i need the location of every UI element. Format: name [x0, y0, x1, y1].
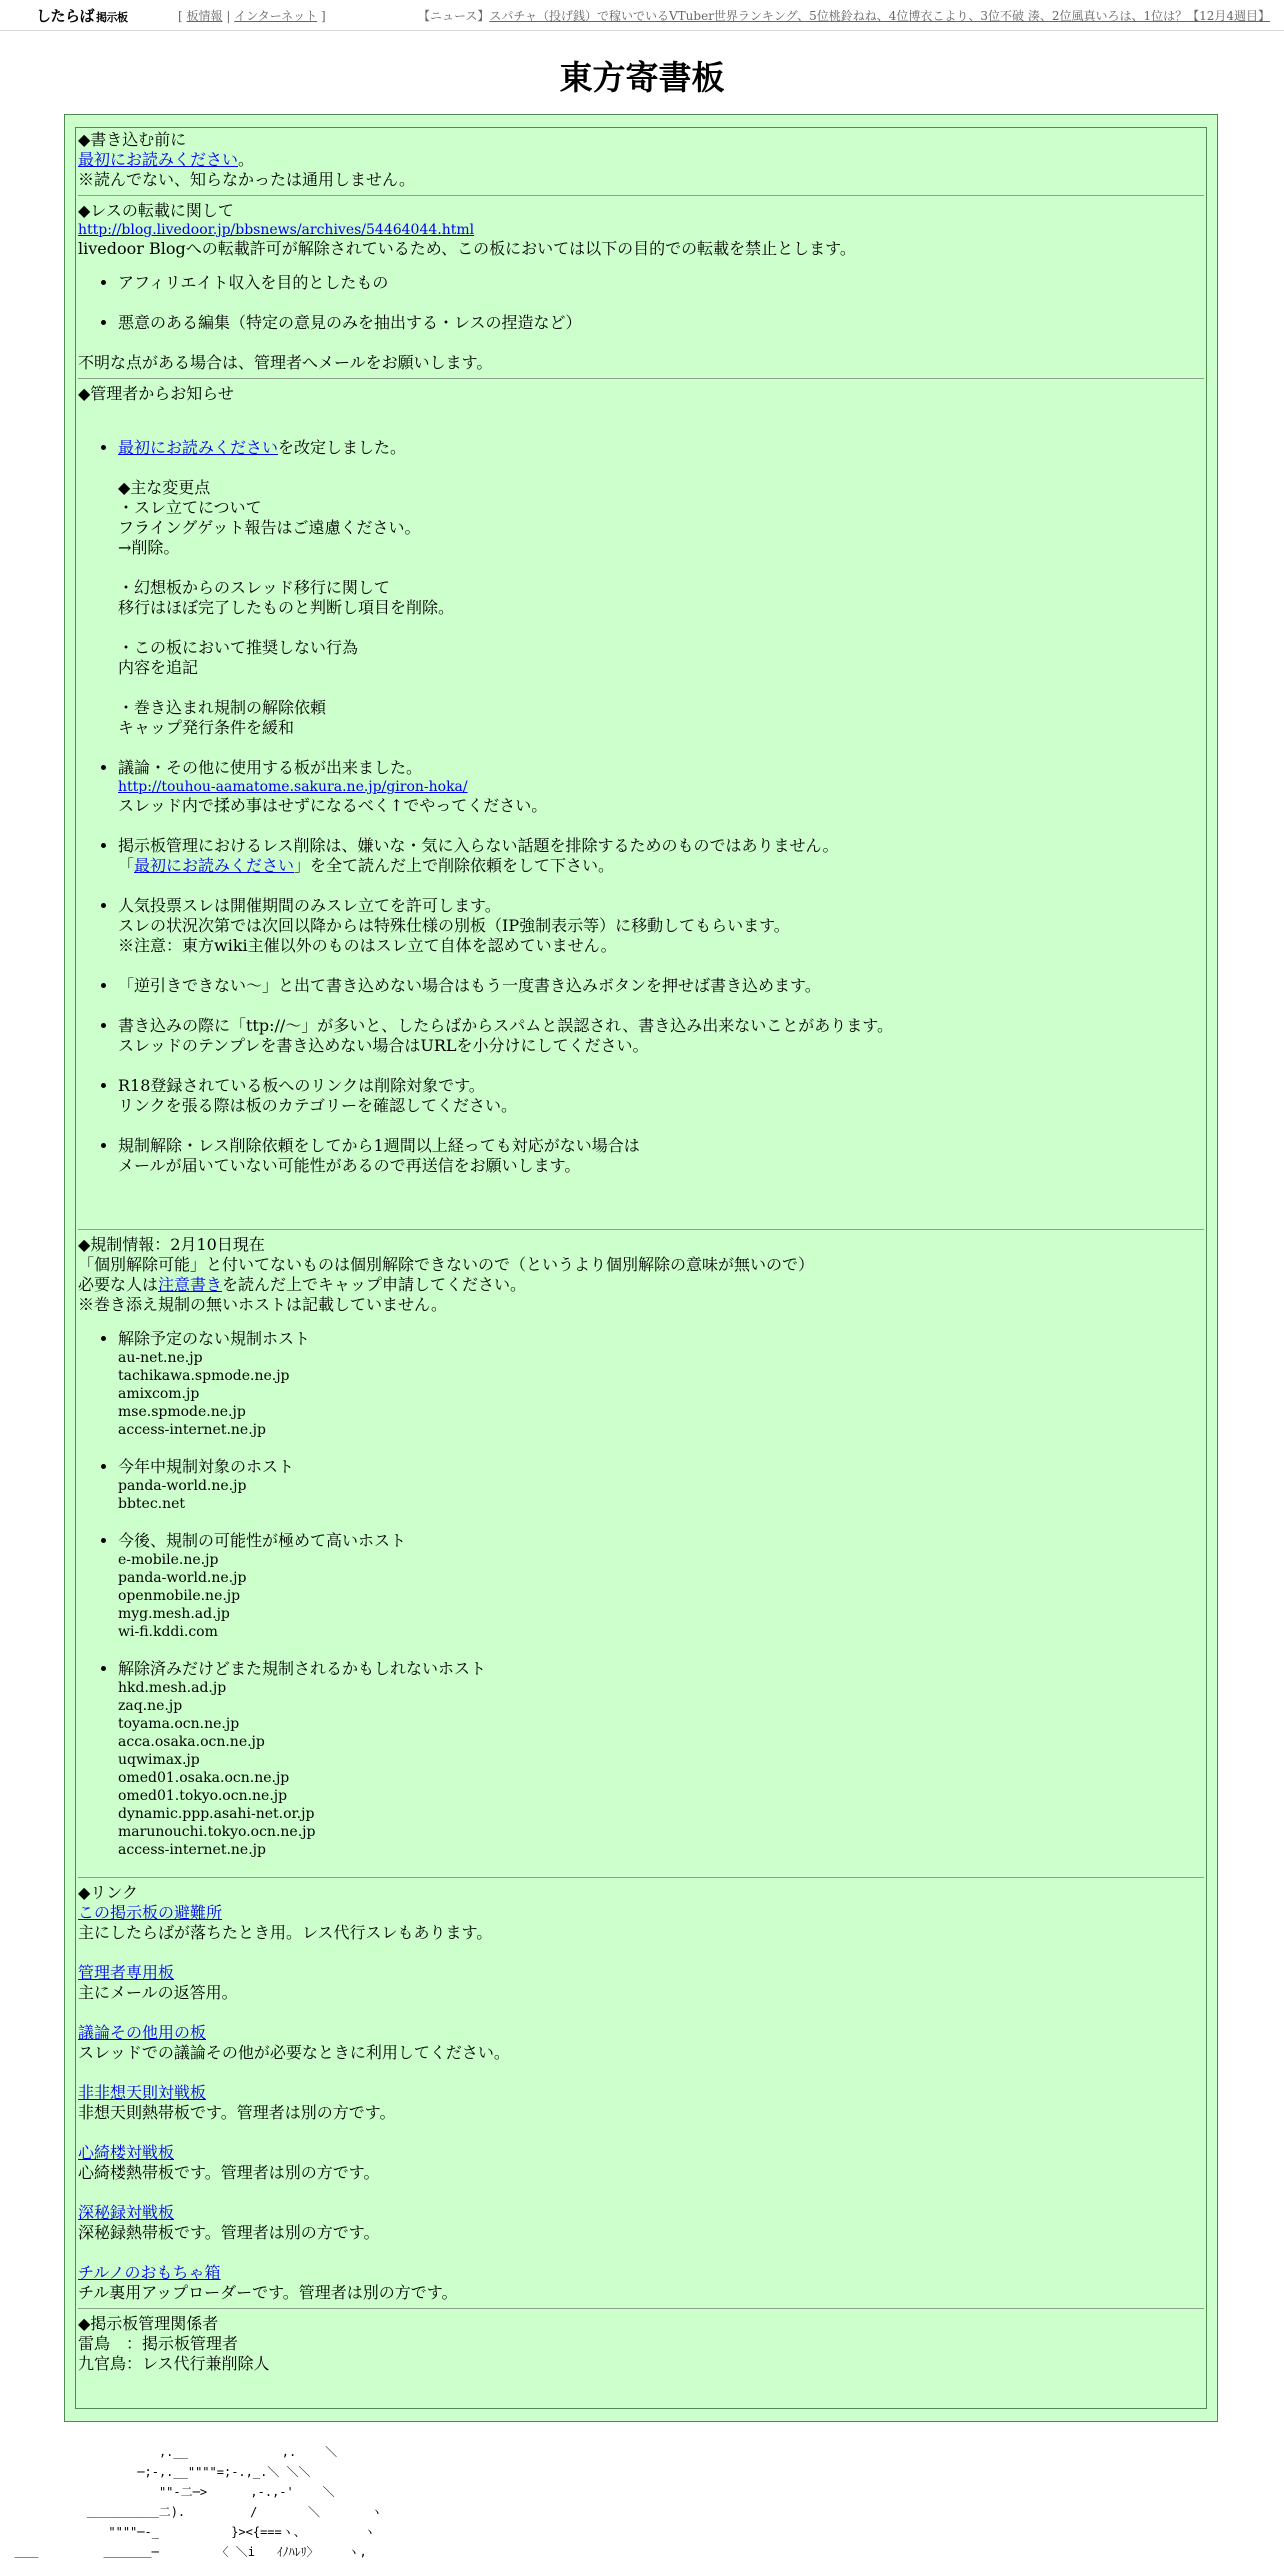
internet-category-link[interactable]: インターネット: [234, 9, 318, 23]
cirno-uploader-link[interactable]: チルノのおもちゃ箱: [78, 2263, 221, 2282]
host-entry: access-internet.ne.jp: [118, 1422, 266, 1438]
list-item: • 掲示板管理におけるレス削除は、嫌いな・気に入らない話題を排除するためのものではありません。 「最初にお読みください」を全て読んだ上で削除依頼をして下さい。: [118, 836, 1204, 876]
caution-notes-link[interactable]: 注意書き: [158, 1275, 223, 1294]
logo-main-text: したらば: [36, 7, 95, 25]
shelter-board-link[interactable]: この掲示板の避難所: [78, 1903, 223, 1922]
host-group: [118, 1457, 1204, 1513]
host-entry: wi-fi.kddi.com: [118, 1624, 218, 1640]
restricted-hosts-list: [78, 1329, 1204, 1859]
host-entry: uqwimax.jp: [118, 1752, 200, 1768]
list-item: • アフィリエイト収入を目的としたもの: [118, 273, 1204, 293]
divider: [78, 195, 1204, 196]
staff-admin: 雷鳥 ：掲示板管理者: [78, 2334, 239, 2353]
read-first-link[interactable]: 最初にお読みください: [118, 438, 279, 457]
divider: [78, 378, 1204, 379]
board-nav: [178, 7, 326, 24]
section-heading: ◆掲示板管理関係者: [78, 2314, 219, 2333]
host-entry: omed01.tokyo.ocn.ne.jp: [118, 1788, 288, 1804]
section-before-posting: [78, 130, 1204, 190]
host-entry: e-mobile.ne.jp: [118, 1552, 219, 1568]
list-item: • 規制解除・レス削除依頼をしてから1週間以上経っても対応がない場合は メールが届いていない可能性があるので再送信をお願いします。: [118, 1136, 1204, 1176]
news-prefix: 【ニュース】: [417, 9, 490, 23]
list-item: • R18登録されている板へのリンクは削除対象です。 リンクを張る際は板のカテゴリーを確認してください。: [118, 1076, 1204, 1116]
read-first-period: 。: [238, 150, 255, 169]
read-first-link[interactable]: 最初にお読みください: [78, 150, 239, 169]
shitaraba-logo[interactable]: [36, 5, 128, 26]
board-header-box: [64, 114, 1218, 2422]
staff-deleter: 九官鳥：レス代行兼削除人: [78, 2354, 270, 2373]
discussion-board-link[interactable]: 議論その他用の板: [78, 2023, 207, 2042]
board-info-link[interactable]: 板情報: [186, 9, 223, 23]
admin-board-link[interactable]: 管理者専用板: [78, 1963, 175, 1982]
host-entry: mse.spmode.ne.jp: [118, 1404, 246, 1420]
host-entry: tachikawa.spmode.ne.jp: [118, 1368, 290, 1384]
nav-separator: |: [226, 9, 231, 23]
host-group-title: • 今後、規制の可能性が極めて高いホスト: [118, 1531, 407, 1550]
host-group: [118, 1531, 1204, 1641]
section-heading: ◆レスの転載に関して: [78, 201, 234, 220]
host-entry: panda-world.ne.jp: [118, 1478, 247, 1494]
section-admin-notices: [78, 384, 1204, 1224]
section-board-staff: [78, 2314, 1204, 2374]
host-entry: bbtec.net: [118, 1496, 186, 1512]
section-repost-policy: [78, 201, 1204, 373]
discussion-board-link[interactable]: http://touhou-aamatome.sakura.ne.jp/giron-hoka/: [118, 779, 468, 795]
section-heading: ◆リンク: [78, 1883, 138, 1902]
list-item: • 悪意のある編集（特定の意見のみを抽出する・レスの捏造など）: [118, 313, 1204, 333]
section-heading: ◆規制情報：2月10日現在: [78, 1235, 265, 1254]
host-group-title: • 解除予定のない規制ホスト: [118, 1329, 311, 1348]
hisoutensoku-board-link[interactable]: 非非想天則対戦板: [78, 2083, 207, 2102]
list-item: • 最初にお読みくださいを改定しました。 ◆主な変更点 ・スレ立てについて フライングゲット報告はご遠慮ください。 →削除。 ・幻想板からのスレッド移行に関して 移行はほぼ完了したものと判断し項目を削除。 ・この板において推奨しない行為 内容を追記 ・巻き込まれ規制の解除依頼 キャップ発行条件を緩和: [118, 438, 1204, 738]
logo-sub-text: 掲示板: [96, 11, 128, 24]
list-item: • 「逆引きできない～」と出て書き込めない場合はもう一度書き込みボタンを押せば書き込めます。: [118, 976, 1204, 996]
host-entry: openmobile.ne.jp: [118, 1588, 241, 1604]
section-links: ◆リンク この掲示板の避難所 主にしたらばが落ちたとき用。レス代行スレもあります。 管理者専用板 主にメールの返答用。 議論その他用の板 スレッドでの議論その他が必要なときに利用してください。 非非想天則対戦板 非想天則熱帯板です。管理者は別の方です。 心綺楼対戦板 心綺楼熱帯板です。管理者は別の方です。 深秘録対戦板 深秘録熱帯板です。管理者は別の方です。 チルノのおもちゃ箱 チル裏用アップローダーです。管理者は別の方です。: [78, 1883, 1204, 2303]
shinkirou-board-link[interactable]: 心綺楼対戦板: [78, 2143, 175, 2162]
host-group-title: • 今年中規制対象のホスト: [118, 1457, 295, 1476]
host-group: [118, 1329, 1204, 1439]
list-item: • 書き込みの際に「ttp://～」が多いと、したらばからスパムと誤認され、書き込み出来ないことがあります。 スレッドのテンプレを書き込めない場合はURLを小分けにしてください。: [118, 1016, 1204, 1056]
host-entry: hkd.mesh.ad.jp: [118, 1680, 227, 1696]
host-entry: amixcom.jp: [118, 1386, 200, 1402]
repost-prohibited-list: [78, 273, 1204, 333]
host-entry: au-net.ne.jp: [118, 1350, 203, 1366]
board-title: 東方寄書板: [559, 58, 725, 97]
nav-bracket-open: [: [178, 9, 183, 23]
host-entry: access-internet.ne.jp: [118, 1842, 266, 1858]
host-entry: acca.osaka.ocn.ne.jp: [118, 1734, 265, 1750]
read-first-link[interactable]: 最初にお読みください: [134, 856, 295, 875]
section-restriction-info: ◆規制情報：2月10日現在 「個別解除可能」と付いてないものは個別解除できないので（というより個別解除の意味が無いので） 必要な人は注意書きを読んだ上でキャップ申請してください。 ※巻き添え規制の無いホストは記載していません。 • 解除予定のない規制ホスト au-net.ne.jp tachikawa.spmode.ne.jp amixcom.jp mse.spmode.ne.jp access-internet.ne.jp • 今年中規制対象のホスト panda-world.ne.jp bbtec.net • 今後、規制の可能性が極めて高いホスト e-mobile.ne.jp panda-world.ne.jp openmobile.ne.jp myg.mesh.ad.jp wi-fi.kddi.com • 解除済みだけどまた規制されるかもしれないホスト hkd.mesh.ad.jp zaq.ne.jp toyama.ocn.ne.jp acca.osaka.ocn.ne.jp uqwimax.jp omed01.osaka.ocn.ne.jp omed01.tokyo.ocn.ne.jp dynamic.ppp.asahi-net.or.jp marunouchi.tokyo.ocn.ne.jp access-internet.ne.jp: [78, 1235, 1204, 1859]
top-bar: [0, 0, 1284, 31]
livedoor-blog-link[interactable]: http://blog.livedoor.jp/bbsnews/archives/54464044.html: [78, 222, 475, 238]
repost-policy-text: livedoor Blogへの転載許可が解除されているため、この板においては以下の目的での転載を禁止とします。: [78, 239, 856, 258]
admin-notice-list: [78, 438, 1204, 1176]
host-entry: omed01.osaka.ocn.ne.jp: [118, 1770, 290, 1786]
host-group: [118, 1659, 1204, 1859]
host-entry: dynamic.ppp.asahi-net.or.jp: [118, 1806, 315, 1822]
host-entry: myg.mesh.ad.jp: [118, 1606, 230, 1622]
shinpiroku-board-link[interactable]: 深秘録対戦板: [78, 2203, 175, 2222]
divider: [78, 1877, 1204, 1878]
host-entry: zaq.ne.jp: [118, 1698, 183, 1714]
host-entry: panda-world.ne.jp: [118, 1570, 247, 1586]
repost-footer-text: 不明な点がある場合は、管理者へメールをお願いします。: [78, 353, 493, 372]
news-ticker: [418, 7, 1270, 24]
host-entry: marunouchi.tokyo.ocn.ne.jp: [118, 1824, 316, 1840]
news-headline-link[interactable]: スパチャ（投げ銭）で稼いでいるVTuber世界ランキング、5位桃鈴ねね、4位博衣こより、3位不破 湊、2位風真いろは、1位は？【12月4週目】: [489, 9, 1270, 23]
ascii-art: ,.__ ,. ＼ ─;-,.__""""=;-.,_.＼ ＼＼ ""-二─> ,-.,-' ＼ ＿＿＿＿＿＿二). / ＼ ヽ """"─-_ }><{===ヽ、 ヽ ＿＿ ＿＿＿＿─ 〈 ＼i ｲﾉﾊﾚﾘ〉 ヽ,: [14, 2445, 383, 2559]
list-item: • 議論・その他に使用する板が出来ました。 http://touhou-aamatome.sakura.ne.jp/giron-hoka/ スレッド内で揉め事はせずになるべく↑でやってください。: [118, 758, 1204, 816]
divider: [78, 2308, 1204, 2309]
section-heading: ◆管理者からお知らせ: [78, 384, 234, 403]
divider: [78, 1229, 1204, 1230]
board-header-inner: [75, 127, 1207, 2409]
nav-bracket-close: ]: [320, 9, 326, 23]
section-heading: ◆書き込む前に: [78, 130, 187, 149]
host-group-title: • 解除済みだけどまた規制されるかもしれないホスト: [118, 1659, 487, 1678]
read-first-note: ※読んでない、知らなかったは通用しません。: [78, 170, 415, 189]
list-item: • 人気投票スレは開催期間のみスレ立てを許可します。 スレの状況次第では次回以降からは特殊仕様の別板（IP強制表示等）に移動してもらいます。 ※注意：東方wiki主催以外のものはスレ立て自体を認めていません。: [118, 896, 1204, 956]
host-entry: toyama.ocn.ne.jp: [118, 1716, 240, 1732]
